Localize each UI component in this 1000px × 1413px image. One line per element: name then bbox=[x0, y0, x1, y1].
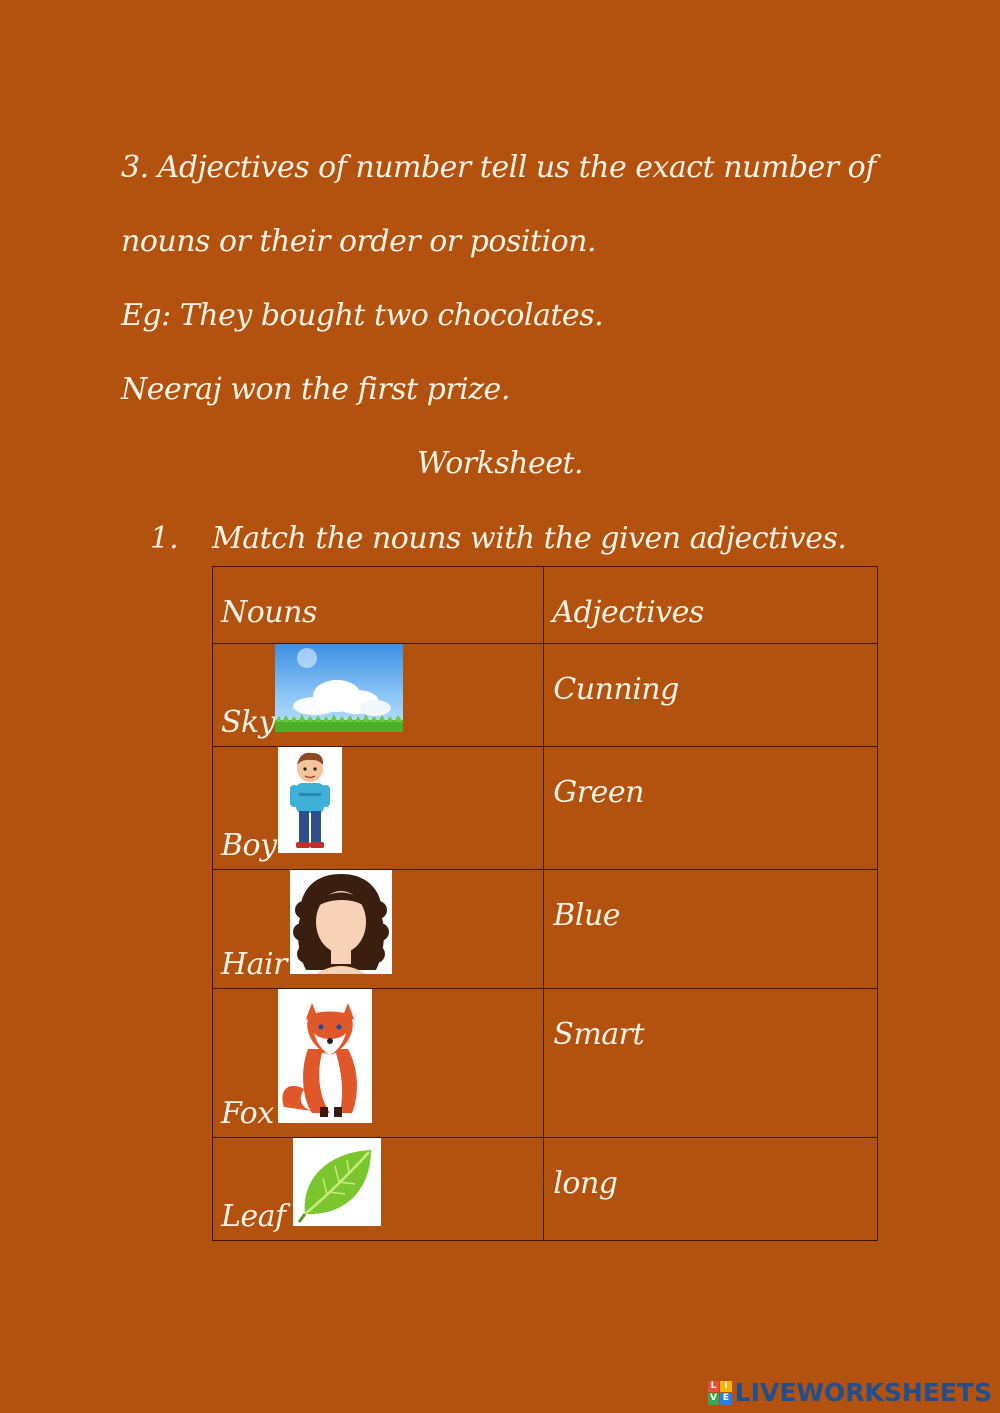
question-number: 1. bbox=[150, 521, 179, 556]
noun-cell-boy bbox=[213, 747, 544, 870]
liveworksheets-logo bbox=[708, 1378, 992, 1407]
adjective-cell bbox=[544, 644, 878, 747]
adjective-cell bbox=[544, 870, 878, 989]
adjective-label: Smart bbox=[553, 1017, 645, 1052]
table-row bbox=[213, 1138, 878, 1241]
logo-mark-icon bbox=[708, 1381, 732, 1405]
adjective-label: Blue bbox=[553, 898, 621, 933]
noun-cell-hair bbox=[213, 870, 544, 989]
logo-mark-e: E bbox=[720, 1393, 732, 1405]
header-adjectives bbox=[544, 567, 878, 644]
question-text: Match the nouns with the given adjectives. bbox=[212, 521, 847, 556]
noun-cell-leaf bbox=[213, 1138, 544, 1241]
table-row bbox=[213, 870, 878, 989]
example-line-1: Eg: They bought two chocolates. bbox=[121, 298, 604, 333]
noun-label: Hair bbox=[221, 947, 287, 982]
table-row bbox=[213, 644, 878, 747]
logo-mark-v: V bbox=[708, 1393, 720, 1405]
adjective-cell bbox=[544, 989, 878, 1138]
table-row bbox=[213, 989, 878, 1138]
boy-image bbox=[278, 747, 342, 853]
sky-image bbox=[275, 644, 403, 732]
intro-line-1: 3. Adjectives of number tell us the exact number of bbox=[121, 150, 876, 185]
example-line-2: Neeraj won the first prize. bbox=[121, 372, 510, 407]
logo-mark-l: L bbox=[708, 1381, 720, 1393]
leaf-image bbox=[293, 1138, 381, 1226]
header-nouns bbox=[213, 567, 544, 644]
noun-label: Boy bbox=[221, 828, 277, 863]
fox-image bbox=[278, 989, 372, 1123]
header-nouns-label: Nouns bbox=[221, 595, 317, 630]
logo-mark-i: I bbox=[720, 1381, 732, 1393]
adjective-label: long bbox=[553, 1166, 618, 1201]
adjective-label: Green bbox=[553, 775, 644, 810]
noun-cell-fox bbox=[213, 989, 544, 1138]
worksheet-title: Worksheet. bbox=[416, 446, 584, 481]
table-header-row bbox=[213, 567, 878, 644]
hair-image bbox=[290, 870, 392, 974]
header-adjectives-label: Adjectives bbox=[552, 595, 704, 630]
noun-label: Leaf bbox=[221, 1199, 286, 1234]
table-row bbox=[213, 747, 878, 870]
noun-cell-sky bbox=[213, 644, 544, 747]
adjective-label: Cunning bbox=[553, 672, 679, 707]
noun-label: Fox bbox=[221, 1096, 274, 1131]
intro-line-2: nouns or their order or position. bbox=[121, 224, 596, 259]
match-table bbox=[212, 566, 878, 1241]
adjective-cell bbox=[544, 747, 878, 870]
adjective-cell bbox=[544, 1138, 878, 1241]
logo-text: LIVEWORKSHEETS bbox=[734, 1378, 992, 1407]
noun-label: Sky bbox=[221, 705, 276, 740]
